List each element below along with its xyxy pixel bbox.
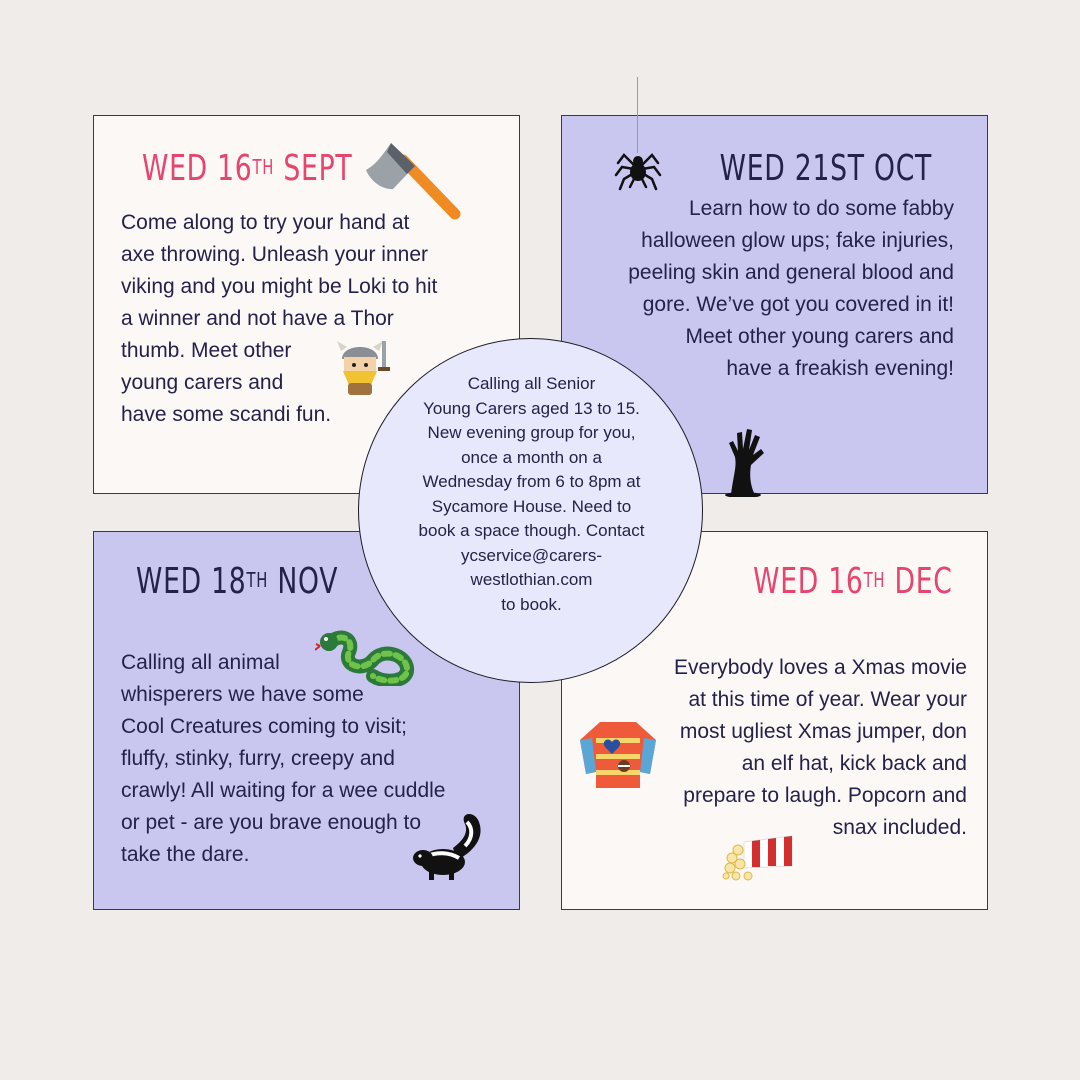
event-date-heading: WED 21ST OCT [719, 148, 932, 189]
viking-icon [335, 337, 395, 399]
ugly-jumper-icon [578, 718, 658, 790]
event-description: Come along to try your hand at axe throwing. Unleash your inner viking and you might be Loki to hit a winner and not have a Thor thumb. Meet other young carers and have some scandi fun. [121, 211, 438, 426]
event-description: Calling all animal whisperers we have some Cool Creatures coming to visit; fluffy, stinky, furry, creepy and crawly! All waiting for a wee cuddle or pet - are you brave enough to take the dare. [121, 651, 446, 866]
popcorn-icon [722, 832, 794, 882]
skunk-icon [413, 808, 491, 884]
event-date-heading: WED 16TH SEPT [142, 148, 353, 189]
zombie-hand-icon [721, 425, 767, 497]
spider-thread [637, 77, 638, 153]
event-description: Everybody loves a Xmas movie at this time of year. Wear your most ugliest Xmas jumper, don an elf hat, kick back and prepare to laugh. Popcorn and snax included. [674, 656, 967, 839]
event-date-heading: WED 18TH NOV [136, 561, 339, 602]
axe-icon [363, 140, 463, 222]
event-description: Learn how to do some fabby halloween glow ups; fake injuries, peeling skin and general blood and gore. We’ve got you covered in it! Meet other young carers and have a freakish evening! [628, 197, 954, 380]
event-date-heading: WED 16TH DEC [753, 561, 953, 602]
snake-icon [315, 628, 415, 686]
info-circle-text: Calling all Senior Young Carers aged 13 to 15. New evening group for you, once a month on a Wednesday from 6 to 8pm at Sycamore House. Need to book a space though. Contact ycservice@carers- westlothian.com to book. [418, 374, 645, 614]
spider-icon [614, 145, 662, 193]
